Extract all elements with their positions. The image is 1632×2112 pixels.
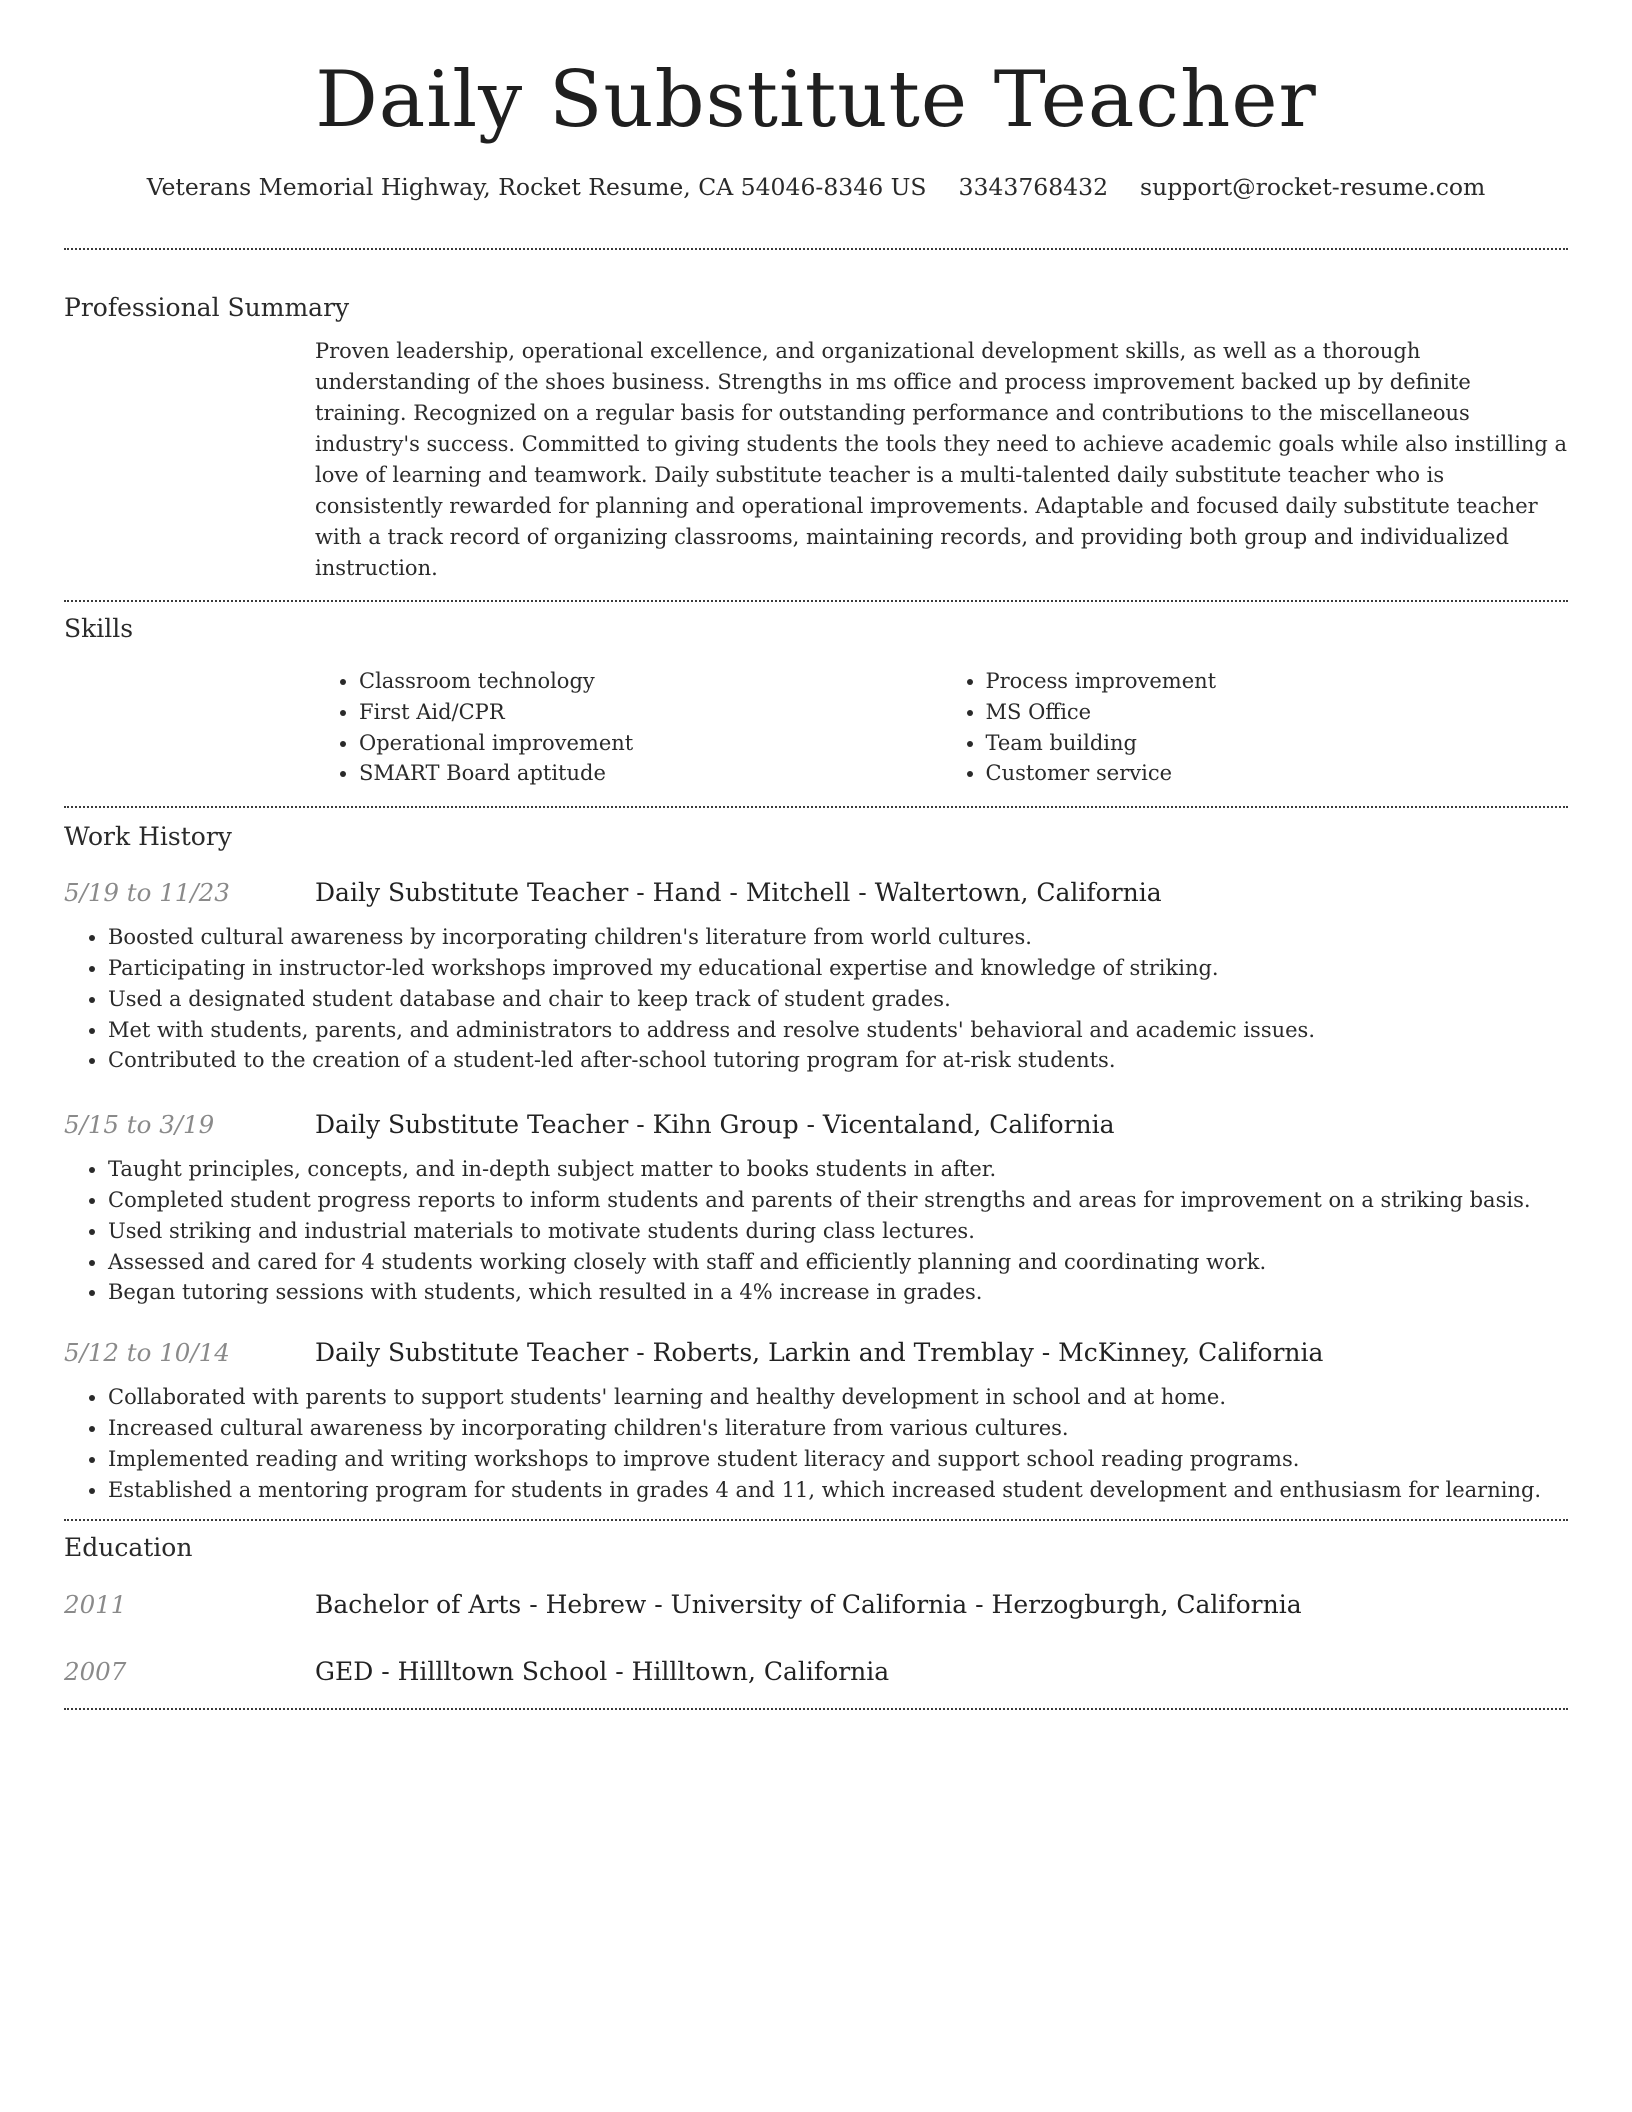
job-header — [64, 1108, 1568, 1142]
skill-item: • Process improvement — [986, 666, 1569, 697]
skills-section — [64, 612, 1568, 789]
education-year: 2007 — [64, 1657, 127, 1687]
education-section — [64, 1531, 1568, 1689]
divider — [64, 248, 1568, 250]
job-bullet: • Began tutoring sessions with students, which resulted in a 4% increase in grades. — [108, 1277, 1568, 1308]
resume-title: Daily Substitute Teacher — [315, 55, 1317, 145]
job-bullet: • Used striking and industrial materials to motivate students during class lectures. — [108, 1216, 1568, 1247]
job-bullet: • Completed student progress reports to inform students and parents of their strengths and areas for improvement on a striking basis. — [108, 1185, 1568, 1216]
skill-item: • SMART Board aptitude — [359, 758, 942, 789]
skills-title: Skills — [64, 614, 134, 643]
divider — [64, 806, 1568, 808]
job-bullet: • Increased cultural awareness by incorporating children's literature from various cultures. — [108, 1413, 1568, 1444]
education-heading: GED - Hillltown School - Hillltown, California — [315, 1657, 890, 1687]
job-bullets — [64, 1154, 1568, 1308]
contact-line — [64, 170, 1568, 204]
job-bullet: • Boosted cultural awareness by incorporating children's literature from world cultures. — [108, 922, 1568, 953]
job-header — [64, 1336, 1568, 1370]
job-entry — [64, 876, 1568, 1076]
skill-item: • MS Office — [986, 697, 1569, 728]
resume-page — [64, 0, 1568, 1710]
summary-title: Professional Summary — [64, 293, 350, 322]
divider — [64, 1519, 1568, 1521]
job-dates: 5/12 to 10/14 — [64, 1338, 230, 1368]
job-bullet: • Taught principles, concepts, and in-depth subject matter to books students in after. — [108, 1154, 1568, 1185]
contact-email: support@rocket-resume.com — [1140, 173, 1486, 201]
education-heading: Bachelor of Arts - Hebrew - University of California - Herzogburgh, California — [315, 1590, 1302, 1620]
work-section — [64, 820, 1568, 1505]
job-bullet: • Met with students, parents, and administrators to address and resolve students' behavioral and academic issues. — [108, 1015, 1568, 1046]
job-bullet: • Established a mentoring program for students in grades 4 and 11, which increased student development and enthusiasm for learning. — [108, 1475, 1568, 1506]
job-bullet: • Contributed to the creation of a student-led after-school tutoring program for at-risk students. — [108, 1045, 1568, 1076]
contact-phone: 3343768432 — [958, 173, 1109, 201]
skills-list-right — [942, 666, 1569, 789]
skill-item: • Classroom technology — [359, 666, 942, 697]
summary-section — [64, 291, 1568, 584]
job-dates: 5/15 to 3/19 — [64, 1110, 215, 1140]
job-bullet: • Used a designated student database and chair to keep track of student grades. — [108, 984, 1568, 1015]
job-entry — [64, 1108, 1568, 1308]
education-title: Education — [64, 1533, 193, 1563]
work-title: Work History — [64, 822, 232, 852]
skill-item: • Operational improvement — [359, 728, 942, 759]
summary-text: Proven leadership, operational excellence, and organizational development skills, as well as a thorough understanding of the shoes business. Strengths in ms office and process improvement backed up by definite training. Recognized on a regular basis for outstanding performance and contributions to the miscellaneous industry's success. Committed to giving students the tools they need to achieve academic goals while also instilling a love of learning and teamwork. Daily substitute teacher is a multi-talented daily substitute teacher who is consistently rewarded for planning and operational improvements. Adaptable and focused daily substitute teacher with a track record of organizing classrooms, maintaining records, and providing both group and individualized instruction. — [315, 339, 1567, 580]
job-bullet: • Collaborated with parents to support students' learning and healthy development in school and at home. — [108, 1382, 1568, 1413]
skills-list-left — [315, 666, 942, 789]
skills-grid — [315, 666, 1568, 789]
education-entry — [64, 1655, 1568, 1689]
education-entry — [64, 1588, 1568, 1622]
job-dates: 5/19 to 11/23 — [64, 878, 230, 908]
education-year: 2011 — [64, 1590, 127, 1620]
skill-item: • First Aid/CPR — [359, 697, 942, 728]
job-bullet: • Participating in instructor-led workshops improved my educational expertise and knowledge of striking. — [108, 953, 1568, 984]
skill-item: • Team building — [986, 728, 1569, 759]
job-bullet: • Implemented reading and writing workshops to improve student literacy and support school reading programs. — [108, 1444, 1568, 1475]
skill-item: • Customer service — [986, 758, 1569, 789]
job-heading: Daily Substitute Teacher - Kihn Group - Vicentaland, California — [315, 1110, 1115, 1140]
job-header — [64, 876, 1568, 910]
job-entry — [64, 1336, 1568, 1505]
contact-address: Veterans Memorial Highway, Rocket Resume, CA 54046-8346 US — [146, 173, 927, 201]
job-bullets — [64, 922, 1568, 1076]
divider — [64, 600, 1568, 602]
job-bullets — [64, 1382, 1568, 1505]
job-heading: Daily Substitute Teacher - Roberts, Larkin and Tremblay - McKinney, California — [315, 1338, 1324, 1368]
job-bullet: • Assessed and cared for 4 students working closely with staff and efficiently planning and coordinating work. — [108, 1247, 1568, 1278]
job-heading: Daily Substitute Teacher - Hand - Mitchell - Waltertown, California — [315, 878, 1162, 908]
divider — [64, 1708, 1568, 1710]
